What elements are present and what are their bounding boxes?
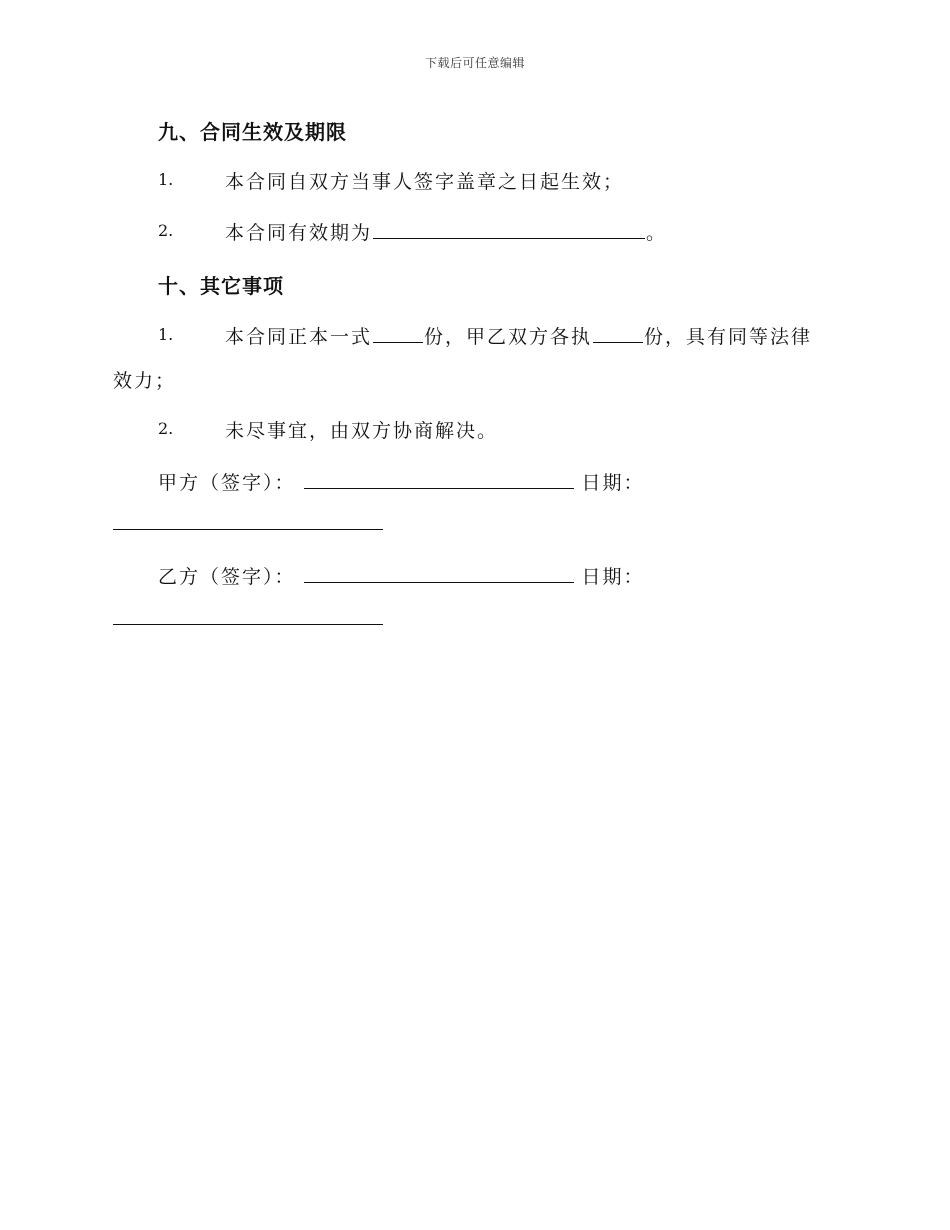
copies-legal-label: 份，具有同等法律 (644, 326, 813, 348)
copies-label: 本合同正本一式 (225, 326, 373, 348)
validity-period-end: 。 (646, 222, 668, 244)
party-a-date-blank (113, 529, 383, 530)
party-b-signature-blank (304, 562, 574, 583)
section-9-item-1-number: 1. (158, 170, 174, 189)
party-a-date-label: 日期： (581, 472, 645, 494)
party-a-signature-label: 甲方（签字）： (158, 472, 296, 494)
validity-period-blank (373, 218, 645, 239)
party-b-date-blank (113, 624, 383, 625)
party-a-signature-blank (304, 468, 574, 489)
section-10-item-1-number: 1. (158, 325, 174, 344)
party-a-signature-row (158, 468, 645, 495)
section-10-heading: 十、其它事项 (158, 274, 284, 298)
validity-period-label: 本合同有效期为 (225, 222, 373, 244)
copies-each-blank (593, 322, 643, 343)
section-9-heading: 九、合同生效及期限 (158, 120, 347, 144)
section-9-item-2-number: 2. (158, 221, 174, 240)
page-header-note: 下载后可任意编辑 (424, 56, 525, 70)
section-10-item-2-text: 未尽事宜，由双方协商解决。 (225, 420, 499, 442)
section-10-item-1 (225, 322, 812, 349)
section-10-item-1-continuation: 效力； (113, 370, 177, 392)
party-b-signature-row (158, 562, 645, 589)
copies-total-blank (373, 322, 423, 343)
party-b-signature-label: 乙方（签字）： (158, 566, 296, 588)
copies-each-label: 份，甲乙双方各执 (424, 326, 593, 348)
section-10-item-2-number: 2. (158, 419, 174, 438)
party-b-date-label: 日期： (581, 566, 645, 588)
section-9-item-1-text: 本合同自双方当事人签字盖章之日起生效； (225, 171, 625, 193)
section-9-item-2 (225, 218, 667, 245)
